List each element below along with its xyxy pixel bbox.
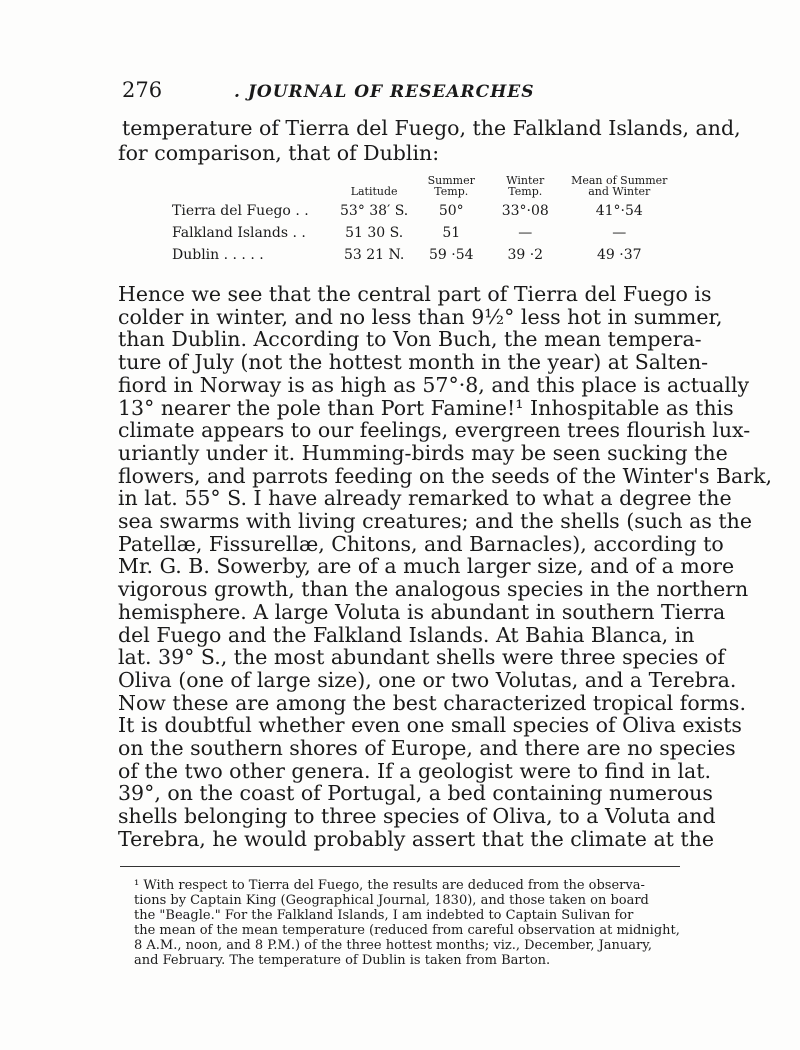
table-cell-place: Tierra del Fuego . . bbox=[172, 203, 309, 219]
table-row bbox=[168, 222, 678, 244]
text-line: of the two other genera. If a geologist were to find in lat. bbox=[118, 758, 711, 783]
table-header-latitude: Latitude bbox=[350, 185, 398, 198]
text-line: in lat. 55° S. I have already remarked to what a degree the bbox=[118, 486, 732, 511]
text-line: 13° nearer the pole than Port Famine!¹ Inhospitable as this bbox=[118, 395, 734, 420]
footnote-line: tions by Captain King (Geographical Journal, 1830), and those taken on board bbox=[134, 893, 649, 908]
text-line: for comparison, that of Dublin: bbox=[118, 141, 440, 165]
text-line: Terebra, he would probably assert that the climate at the bbox=[118, 826, 714, 851]
table-row bbox=[168, 244, 678, 266]
text-line: del Fuego and the Falkland Islands. At Bahia Blanca, in bbox=[118, 622, 695, 647]
text-line: fiord in Norway is as high as 57°·8, and this place is actually bbox=[118, 372, 750, 397]
text-line: Hence we see that the central part of Tierra del Fuego is bbox=[118, 282, 712, 306]
text-line: lat. 39° S., the most abundant shells were three species of bbox=[118, 645, 726, 670]
text-line: 39°, on the coast of Portugal, a bed containing numerous bbox=[118, 781, 713, 806]
text-line: colder in winter, and no less than 9½° less hot in summer, bbox=[118, 304, 723, 329]
table-cell-mean: 41°·54 bbox=[595, 203, 643, 219]
table-cell-winter: — bbox=[518, 225, 533, 241]
text-line: shells belonging to three species of Oliva, to a Voluta and bbox=[118, 804, 716, 829]
table-row bbox=[168, 200, 678, 222]
table-header-row bbox=[168, 175, 678, 200]
footnote bbox=[134, 878, 689, 968]
temperature-table bbox=[168, 175, 678, 266]
page-number: 276 bbox=[122, 78, 163, 102]
text-line: Patellæ, Fissurellæ, Chitons, and Barnacles), according to bbox=[118, 531, 724, 556]
footnote-divider bbox=[120, 866, 680, 867]
text-line: temperature of Tierra del Fuego, the Falkland Islands, and, bbox=[122, 116, 741, 140]
text-line: vigorous growth, than the analogous species in the northern bbox=[118, 577, 749, 602]
text-line: climate appears to our feelings, evergreen trees flourish lux- bbox=[118, 418, 751, 443]
footnote-line: and February. The temperature of Dublin is taken from Barton. bbox=[134, 953, 551, 968]
table-header-summer: Summer Temp. bbox=[427, 174, 475, 198]
text-line: hemisphere. A large Voluta is abundant in southern Tierra bbox=[118, 599, 726, 624]
table-cell-latitude: 53 21 N. bbox=[343, 247, 405, 263]
body-paragraph bbox=[118, 282, 773, 851]
table-cell-winter: 33°·08 bbox=[501, 203, 549, 219]
text-line: Now these are among the best characterized tropical forms. bbox=[118, 690, 746, 715]
table-cell-summer: 51 bbox=[442, 225, 461, 241]
text-line: sea swarms with living creatures; and the shells (such as the bbox=[118, 509, 752, 534]
text-line: than Dublin. According to Von Buch, the mean tempera- bbox=[118, 327, 702, 352]
table-cell-summer: 50° bbox=[438, 203, 464, 219]
table-cell-place: Dublin . . . . . bbox=[172, 247, 264, 263]
text-line: Mr. G. B. Sowerby, are of a much larger size, and of a more bbox=[118, 554, 735, 579]
footnote-line: ¹ With respect to Tierra del Fuego, the results are deduced from the observa- bbox=[134, 878, 645, 893]
table-cell-summer: 59 ·54 bbox=[428, 247, 474, 263]
table-cell-latitude: 53° 38′ S. bbox=[340, 203, 409, 219]
table-header-winter: Winter Temp. bbox=[506, 174, 545, 198]
table-cell-place: Falkland Islands . . bbox=[172, 225, 306, 241]
footnote-line: the mean of the mean temperature (reduced from careful observation at midnight, bbox=[134, 923, 680, 938]
footnote-line: 8 A.M., noon, and 8 P.M.) of the three hottest months; viz., December, January, bbox=[134, 938, 653, 953]
table-cell-mean: — bbox=[612, 225, 627, 241]
table-cell-latitude: 51 30 S. bbox=[345, 225, 404, 241]
text-line: on the southern shores of Europe, and there are no species bbox=[118, 736, 736, 761]
text-line: Oliva (one of large size), one or two Volutas, and a Terebra. bbox=[118, 667, 737, 692]
text-line: flowers, and parrots feeding on the seeds of the Winter's Bark, bbox=[118, 463, 773, 488]
text-line: ture of July (not the hottest month in the year) at Salten- bbox=[118, 350, 709, 375]
text-line: It is doubtful whether even one small species of Oliva exists bbox=[118, 713, 742, 738]
footnote-line: the "Beagle." For the Falkland Islands, I am indebted to Captain Sulivan for bbox=[134, 908, 634, 923]
running-head: . JOURNAL OF RESEARCHES bbox=[234, 82, 535, 102]
text-line: uriantly under it. Humming-birds may be seen sucking the bbox=[118, 440, 728, 465]
table-header-mean: Mean of Summer and Winter bbox=[571, 174, 668, 198]
table-cell-winter: 39 ·2 bbox=[507, 247, 544, 263]
table-cell-mean: 49 ·37 bbox=[596, 247, 642, 263]
table-header-place bbox=[168, 175, 336, 200]
intro-paragraph bbox=[118, 116, 741, 166]
page-header bbox=[122, 78, 682, 106]
